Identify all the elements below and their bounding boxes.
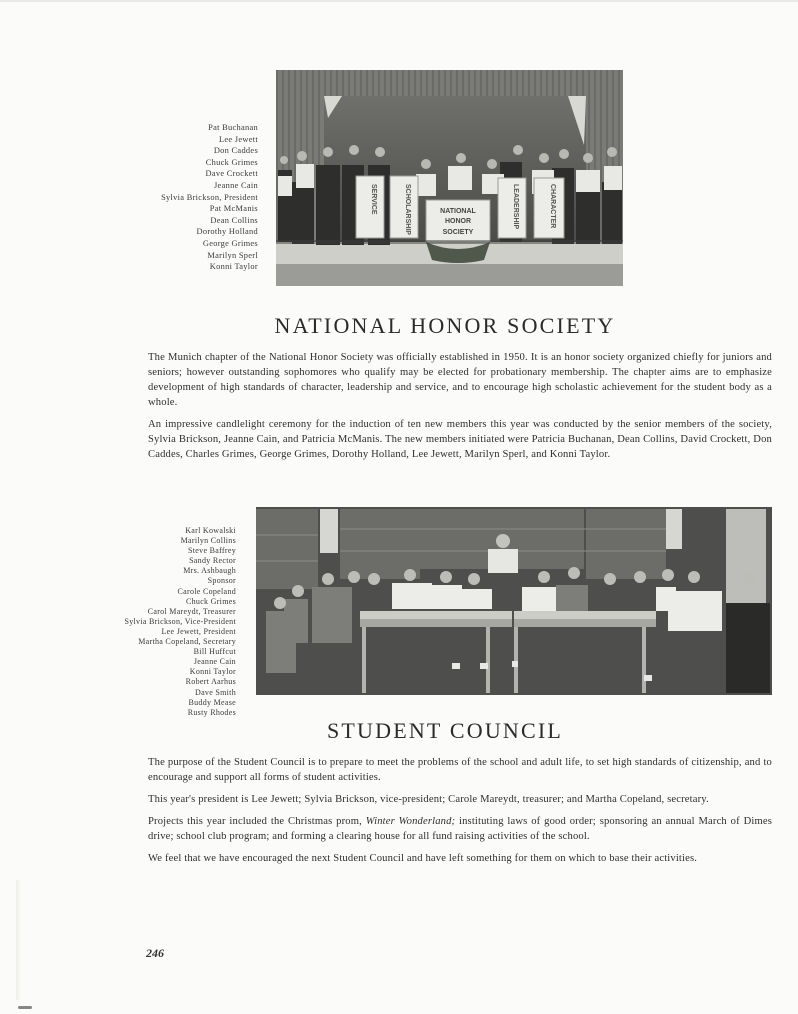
caption-name: Mrs. Ashbaugh <box>183 566 236 576</box>
caption-name: Sponsor <box>207 576 236 586</box>
sc-paragraph <box>148 814 772 844</box>
caption-name: Konni Taylor <box>209 262 258 272</box>
banner-text: SCHOLARSHIP <box>404 184 411 235</box>
caption-name: Dorothy Holland <box>196 227 258 237</box>
prom-name: Winter Wonderland; <box>365 816 456 827</box>
sc-body-text <box>148 755 772 873</box>
nhs-body-text <box>148 350 772 469</box>
caption-name: Marilyn Sperl <box>207 250 258 260</box>
nhs-heading: NATIONAL HONOR SOCIETY <box>274 313 616 338</box>
sc-heading: STUDENT COUNCIL <box>326 718 564 743</box>
caption-name: Lee Jewett, President <box>161 626 236 636</box>
caption-name: Steve Baffrey <box>188 546 236 556</box>
nhs-photo-caption <box>100 122 258 273</box>
caption-name: Dean Collins <box>210 215 258 225</box>
sc-paragraph: The purpose of the Student Council is to prepare to meet the problems of the school and adult life, to set high standards of citizenship, and to encourage and support all forms of student activities. <box>148 757 772 783</box>
page-number: 246 <box>146 946 164 960</box>
caption-name: George Grimes <box>202 238 258 248</box>
scan-mark <box>18 1006 32 1009</box>
caption-name: Don Caddes <box>213 146 258 156</box>
banner-text: SERVICE <box>370 184 377 215</box>
sc-paragraph: We feel that we have encouraged the next Student Council and have left something for them on which to base their activities. <box>148 853 698 864</box>
caption-name: Dave Smith <box>195 687 236 697</box>
caption-name: Carol Mareydt, Treasurer <box>147 606 236 616</box>
nhs-group-photo <box>276 70 623 286</box>
caption-name: Marilyn Collins <box>180 536 236 546</box>
sc-paragraph-text: Projects this year included the Christmas prom, <box>148 816 366 827</box>
caption-name: Bill Huffcut <box>193 647 236 657</box>
banner-text: LEADERSHIP <box>512 184 519 230</box>
caption-name: Robert Aarhus <box>185 677 236 687</box>
sc-paragraph: This year's president is Lee Jewett; Sylvia Brickson, vice-president; Carole Mareydt, treasurer; and Martha Copeland, secretary. <box>148 794 709 805</box>
stage-scene-illustration <box>276 70 623 286</box>
caption-name: Jeanne Cain <box>214 180 258 190</box>
caption-name: Sylvia Brickson, Vice-President <box>124 616 236 626</box>
caption-name: Pat Buchanan <box>208 123 258 132</box>
caption-name: Karl Kowalski <box>185 526 236 535</box>
caption-name: Chuck Grimes <box>205 157 258 167</box>
binding-shadow <box>16 880 22 1000</box>
sc-photo-caption <box>60 526 236 718</box>
caption-name: Konni Taylor <box>189 667 236 677</box>
caption-name: Sandy Rector <box>189 556 236 566</box>
page-edge <box>0 0 798 2</box>
sc-group-photo <box>256 507 772 695</box>
caption-name: Carole Copeland <box>177 586 236 596</box>
library-scene-illustration <box>256 507 772 695</box>
svg-text:NATIONAL: NATIONAL <box>440 208 476 215</box>
nhs-paragraph: The Munich chapter of the National Honor Society was officially established in 1950. It is an honor society organized chiefly for juniors and seniors; however outstanding sophomores who qualify may be elected for probationary membership. The chapter aims are to emphasize development of high standards of character, leadership and service, and to encourage high scholastic achievement for the student body as a whole. <box>148 352 772 408</box>
caption-name: Sylvia Brickson, President <box>161 192 258 202</box>
nhs-paragraph: An impressive candlelight ceremony for the induction of ten new members this year was conducted by the senior members of the society, Sylvia Brickson, Jeanne Cain, and Patricia McManis. The new members initiated were Patricia Buchanan, Dean Collins, David Crockett, Don Caddes, Charles Grimes, George Grimes, Dorothy Holland, Lee Jewett, Marilyn Sperl, and Konni Taylor. <box>148 419 772 460</box>
svg-text:SOCIETY: SOCIETY <box>442 229 474 236</box>
caption-name: Lee Jewett <box>218 134 258 144</box>
caption-name: Rusty Rhodes <box>187 707 236 717</box>
caption-name: Chuck Grimes <box>185 596 236 606</box>
caption-name: Dave Crockett <box>205 169 258 179</box>
sc-paragraph-text: instituting laws of good order; sponsoring an annual March of Dimes drive; school club program; and forming a clearing house for all fund raising activities of the school. <box>148 816 772 842</box>
caption-name: Buddy Mease <box>188 697 236 707</box>
banner-text: CHARACTER <box>549 184 556 229</box>
caption-name: Pat McManis <box>209 204 258 214</box>
caption-name: Martha Copeland, Secretary <box>138 637 236 647</box>
svg-text:HONOR: HONOR <box>444 218 472 225</box>
caption-name: Jeanne Cain <box>193 657 236 667</box>
